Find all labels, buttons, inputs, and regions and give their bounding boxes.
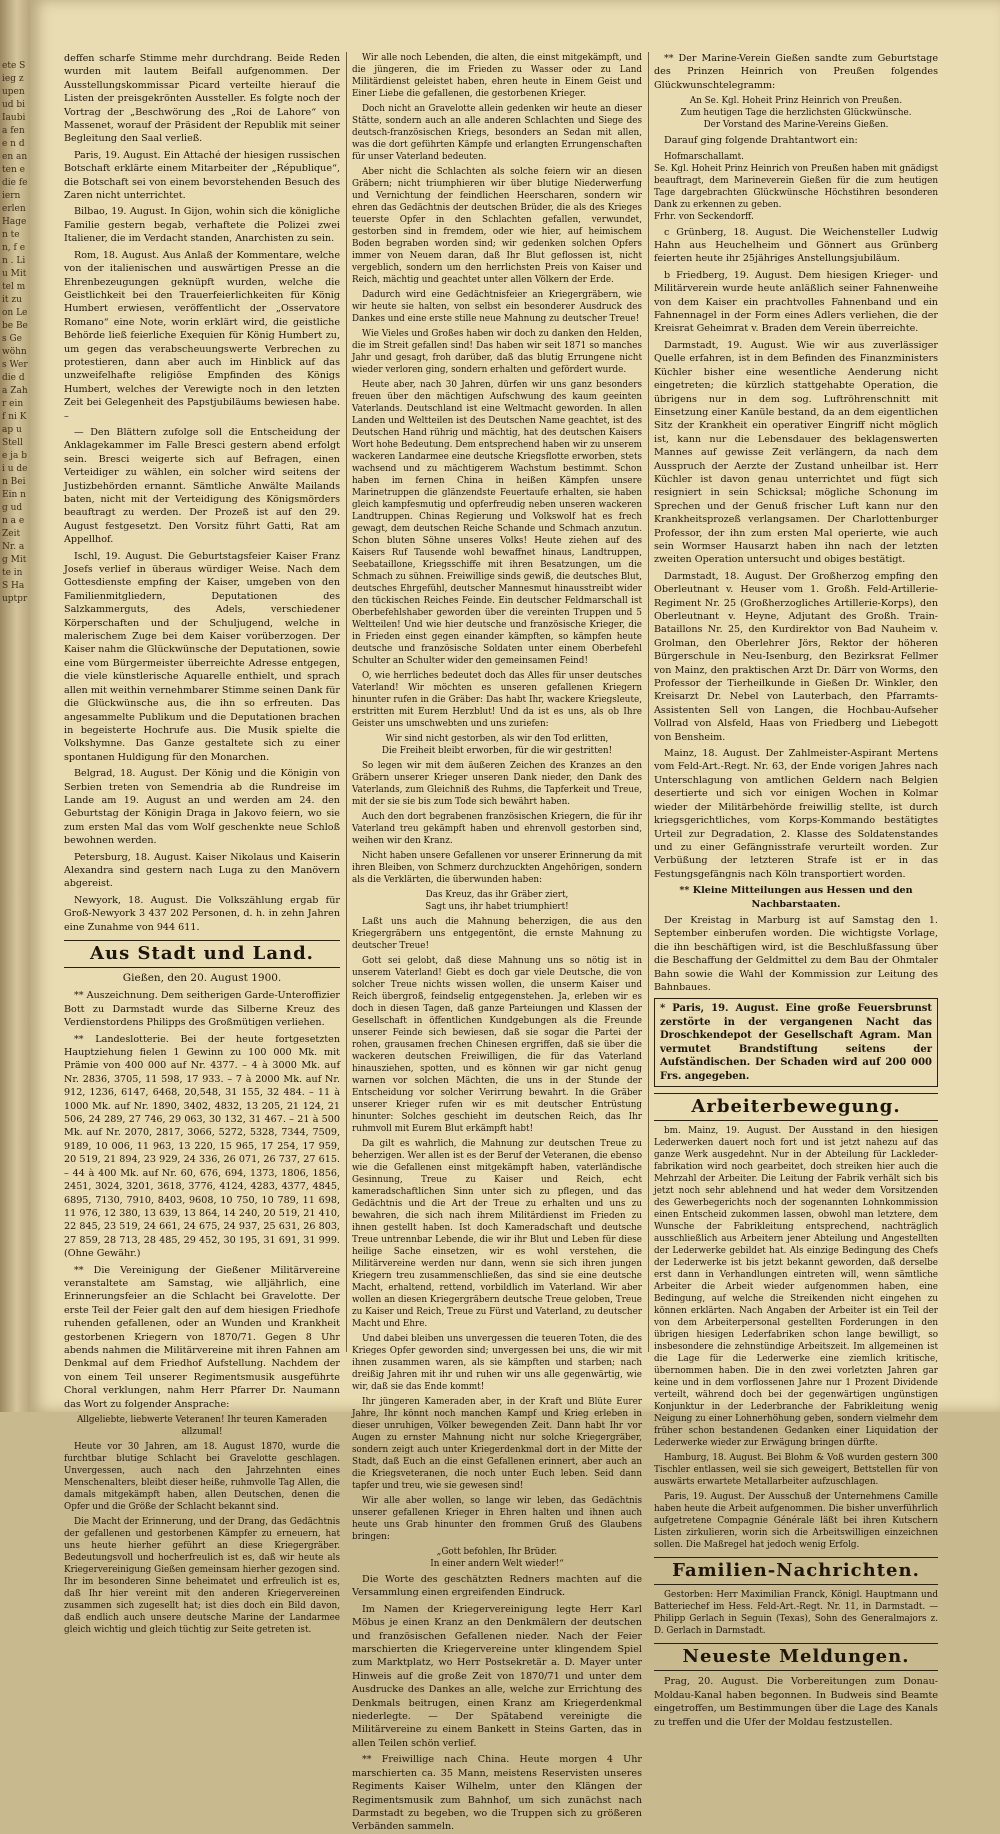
article-friedberg: b Friedberg, 19. August. Dem hiesigen Krieger- und Militärverein wurde heute anläßlich seiner Fahnenweihe von dem Kaiser ein prachtvolles Fahnenband und ein Fahnennagel in der Form eines Adlers verliehen, die der Kreisrat Geheimrat v. Braden dem Verein überreichte.	[654, 269, 938, 335]
speech-text: Heute vor 30 Jahren, am 18. August 1870, wurde die furchtbar blutige Schlacht bei Gravelotte geschlagen. Unvergessen, auch nach den Jahrzehnten eines Menschenalters, bleibt dieser heiße, ruhmvolle Tag Allen, die damals mitgekämpft haben, allen Deutschen, denen die Opfer und die Größe der Schlacht bekannt sind.	[64, 1442, 340, 1512]
column-1	[64, 52, 340, 1635]
article-paris-strike: Paris, 19. August. Der Ausschuß der Unternehmens Camille haben heute die Arbeit aufgenommen. Die bisher unverführlich aufgetretene Compagnie Générale läßt bei ihren Kutschern Listen zirkulieren, worin sich die Arbeitswilligen einzeichnen sollen. Die Maßregel hat jedoch wenig Erfolg.	[654, 1492, 938, 1551]
article-bresci: — Den Blättern zufolge soll die Entscheidung der Anklagekammer im Falle Bresci gestern abend erfolgt sein. Bresci weigerte sich auf Befragen, einen Verteidiger zu wählen, ein solcher wird seitens der Justizbehörden ernannt. Sämtliche Anwälte Mailands baten, nicht mit der Verteidigung des Königsmörders beauftragt zu werden. Der Prozeß ist auf den 29. August festgesetzt. Den Vorsitz führt Gatti, Rat am Appellhof.	[64, 426, 340, 546]
telegram-reply: Hofmarschallamt. Se. Kgl. Hoheit Prinz Heinrich von Preußen haben mit gnädigst beauftragt, dem Marineverein Gießen für die zum heutigen Tage dargebrachten Glückwünsche Höchstihren besonderen Dank zu erkennen zu geben. Frhr. von Seckendorff.	[654, 151, 938, 222]
newspaper-page	[30, 0, 1000, 1833]
speech-text: Auch den dort begrabenen französischen Kriegern, die für ihr Vaterland treu gekämpft haben und ehrenvoll gestorben sind, weihen wir den Kranz.	[352, 812, 642, 846]
section-heading-neueste-meldungen: Neueste Meldungen.	[654, 1643, 938, 1671]
article-militaervereine: ** Die Vereinigung der Gießener Militärvereine veranstaltete am Samstag, wie alljährlich, eine Erinnerungsfeier an die Schlacht bei Gravelotte. Der erste Teil der Feier galt den auf dem hiesigen Friedhofe ruhenden gefallenen, oder an Wunden und Krankheit gestorbenen Kriegern von 1870/71. Gegen 8 Uhr abends nahmen die Militärvereine mit ihren Fahnen am Denkmal auf dem Friedhof Aufstellung. Nachdem der von einem Teil unserer Regimentsmusik ausgeführte Choral verklungen, nahm Herr Pfarrer Dr. Naumann das Wort zu folgender Ansprache:	[64, 1264, 340, 1410]
article-darmstadt-2: Darmstadt, 18. August. Der Großherzog empfing den Oberleutnant v. Heuser vom 1. Großh. Feld-Artillerie-Regiment Nr. 25 (Großherzogliches Artillerie-Korps), den Oberleutnant v. Heyne, Adjutant des Großh. Train-Bataillons Nr. 25, den Kurdirektor von Bad Nauheim v. Grolman, den Oberlehrer Jörs, Rektor der höheren Bürgerschule in Neu-Isenburg, den Bezirksrat Fellmer von Mainz, den praktischen Arzt Dr. Därr von Worms, den Professor der Tierheilkunde in Gießen Dr. Winkler, den Kreisarzt Dr. Nebel von Lauterbach, den Pfarramts-Assistenten Sell von Langen, die Hochbau-Aufseher Vollrad von Alsfeld, Haas von Friedberg und Liebegott von Bensheim.	[654, 570, 938, 743]
speech-text: Dadurch wird eine Gedächtnisfeier an Kriegergräbern, wie wir heute sie halten, von selbst ein besonderer Ausdruck des Dankes und eine erste stille neue Mahnung zu deutscher Treue!	[352, 290, 642, 324]
speech-text: Da gilt es wahrlich, die Mahnung zur deutschen Treue zu beherzigen. Wer allen ist es der Beruf der Veteranen, die ebenso wie die Gefallenen einst mitgekämpft haben, vaterländische Gesinnung, Treue zu Kaiser und Reich, echt kameradschaftlichen Sinn unter sich zu pflegen, und das Gedächtnis und die Art der Treue zu erhalten und uns zu bewahren, die sich nach ihrem Militärdienst im Frieden zu ihnen gestellt haben. Ist doch Kameradschaft und deutsche Treue untrennbar Lebende, die wir ihr Blut und Leben für diese heilige Sache einsetzen, wir es wohl verstehen, die Militärvereine werden nur dann, wenn sie sich ihren jungen Kriegern treu zusammenschließen, das sind sie eine deutsche Macht, erhaltend, rettend, vorbildlich im Vaterland. Wir aber wollen an diesen Kriegergräbern deutsche Treue geloben, Treue zu Kaiser und Reich, Treue zu Fürst und Vaterland, zu deutscher Macht und Ehre.	[352, 1139, 642, 1329]
speech-text: Doch nicht an Gravelotte allein gedenken wir heute an dieser Stätte, sondern auch an alle anderen Schlachten und Siege des deutsch-französischen Kriegs, besonders an Sedan mit allen, was die dort geführten Kämpfe und erlangten Errungenschaften für unser Vaterland bedeuten.	[352, 104, 642, 162]
article-text: Darauf ging folgende Drahtantwort ein:	[664, 135, 858, 147]
adjacent-page-edge	[0, 0, 30, 1412]
speech-text: Wie Vieles und Großes haben wir doch zu danken den Helden, die im Streit gefallen sind! Das haben wir seit 1871 so manches Jahr und gesagt, froh darüber, daß das blutig Errungene nicht wieder verloren ging, sondern erhalten und gefördert wurde.	[352, 329, 642, 375]
section-heading-familien-nachrichten: Familien-Nachrichten.	[654, 1557, 938, 1585]
speech-text: Laßt uns auch die Mahnung beherzigen, die aus den Kriegergräbern uns entgegentönt, die ernste Mahnung zu deutscher Treue!	[352, 917, 642, 951]
boxed-notice-paris: * Paris, 19. August. Eine große Feuersbrunst zerstörte in der vergangenen Nacht das Droschkendepot der Gesellschaft Agram. Man vermutet Brandstiftung seitens der Aufständischen. Der Schaden wird auf 200 000 Frs. angegeben.	[654, 998, 938, 1087]
speech-text: O, wie herrliches bedeutet doch das Alles für unser deutsches Vaterland! Wir möchten es unseren gefallenen Kriegern hinunter rufen in die Gräber: Das habt Ihr, wackere Kriegsleute, erstritten mit Eurem Herzblut! Und da ist es uns, als ob Ihre Geister uns umschwebten und uns zuriefen:	[352, 671, 642, 729]
article-belgrad: Belgrad, 18. August. Der König und die Königin von Serbien treten von Semendria ab die Rundreise im Lande am 19. August an und werden am 24. den Geburtstag der Königin Draga in Jakovo feiern, wo sie zum ersten Mal das vom Wolf geschenkte neue Schloß bewohnen werden.	[64, 768, 340, 847]
article-ischl: Ischl, 19. August. Die Geburtstagsfeier Kaiser Franz Josefs verlief in überaus würdiger Weise. Nach dem Gottesdienste empfing der Kaiser, umgeben von den Familienmitgliedern, Deputationen des Salzkammerguts, des Adels, verschiedener Körperschaften und der Schuljugend, welche in malerischem Zuge bei dem Kaiser vorüberzogen. Der Kaiser nahm die Glückwünsche der Deputationen, sowie eine vom Bürgermeister überreichte Adresse entgegen, die viele künstlerische Aquarelle enthielt, und sprach allen mit weithin vernehmbarer Stimme seinen Dank für die Glückwünsche aus, die ihn so erfreuten. Das angesammelte Publikum und die Deputationen brachen in begeisterte Hochrufe aus. Die Musik spielte die Volkshymne. Das Ganze gestaltete sich zu einer spontanen Huldigung für den Monarchen.	[64, 550, 340, 763]
speech-verse: Das Kreuz, das ihr Gräber ziert, Sagt uns, ihr habet triumphiert!	[425, 890, 569, 912]
section-heading-stadt-und-land: Aus Stadt und Land.	[64, 940, 340, 968]
article-bilbao: Bilbao, 19. August. In Gijon, wohin sich die königliche Familie gestern begab, verhaftete die Polizei zwei Italiener, die im Verdacht standen, Anarchisten zu sein.	[64, 206, 340, 245]
column-rule	[346, 52, 347, 1352]
speech-text: So legen wir mit dem äußeren Zeichen des Kranzes an den Gräbern unserer Krieger unseren Dank nieder, den Dank des Vaterlands, zum Gleichniß des Ruhms, die Tapferkeit und Treue, mit der sie sie bis zum Tode sich bewährt haben.	[352, 761, 642, 807]
article-text: Die Worte des geschätzten Redners machten auf die Versammlung einen ergreifenden Eindruck.	[352, 1574, 642, 1599]
article-mainz-strike: bm. Mainz, 19. August. Der Ausstand in den hiesigen Lederwerken dauert noch fort und ist jetzt nahezu auf das ganze Werk ausgedehnt. Nur in der Abteilung für Lackleder-fabrikation wird noch gearbeitet, doch streiken hier auch die Mehrzahl der Arbeiter. Die Leitung der Fabrik verhält sich bis jetzt noch sehr ablehnend und hat weder dem Vorsitzenden des Gewerbegerichts noch der sogenannten Lohnkommission einen Entscheid zukommen lassen, obwohl man letztere, dem Wunsche der Fabrikleitung entsprechend, nachträglich ausschließlich aus Arbeitern jener Abteilung und Angestellten der Lederwerke gebildet hat. Als einzige Bedingung des Chefs der Lederwerke ist bis jetzt bekannt geworden, daß derselbe erst dann in Verhandlungen eintreten will, wenn sämtliche Arbeiter die Arbeit wieder aufgenommen haben, eine Bedingung, auf welche die Streikenden nicht eingehen zu können erklärten. Nach Angaben der Arbeiter ist ein Teil der von dem Arbeiterpersonal gestellten Forderungen in den übrigen hiesigen Lederfabriken schon lange bewilligt, so insbesondere die zehnstündige Arbeitszeit. Im allgemeinen ist die Lage für die Lederwerke eine ziemlich kritische, übernommen haben. Die in den zwei vorletzten Jahren gar keine und in dem vorflossenen Jahre nur 1 Prozent Dividende verteilt, während doch bei der gegenwärtigen ungünstigen Konjunktur in der Lederbranche der Fabrikleitung wenig Neigung zu einer Lohnerhöhung geben, sondern vielmehr dem früher schon bestandenen Gedanken einer Liquidation der Lederwerke wieder zur Erwägung bringen dürfte.	[654, 1126, 938, 1449]
article-hamburg: Hamburg, 18. August. Bei Blohm & Voß wurden gestern 300 Tischler entlassen, weil sie sich geweigert, Bettstellen für von auswärts erwartete Metallarbeiter aufzuschlagen.	[654, 1453, 938, 1488]
speech-verse: „Gott befohlen, Ihr Brüder. In einer andern Welt wieder!“	[430, 1547, 564, 1569]
article-gestorben: Gestorben: Herr Maximilian Franck, Königl. Hauptmann und Batteriechef im Hess. Feld-Art.-Regt. Nr. 11, in Darmstadt. — Philipp Gerlach in Seguin (Texas), Sohn des Generalmajors z. D. Gerlach in Darmstadt.	[654, 1590, 938, 1637]
article-prag: Prag, 20. August. Die Vorbereitungen zum Donau-Moldau-Kanal haben begonnen. In Budweis sind Beamte eingetroffen, um Bestimmungen über die Lage des Kanals zu treffen und die Ufer der Moldau festzustellen.	[654, 1676, 938, 1728]
article-newyork: Newyork, 18. August. Die Volkszählung ergab für Groß-Newyork 3 437 202 Personen, d. h. in zehn Jahren eine Zunahme von 944 611.	[64, 894, 340, 933]
article-petersburg: Petersburg, 18. August. Kaiser Nikolaus und Kaiserin Alexandra sind gestern nach Luga zu den Manövern abgereist.	[64, 851, 340, 890]
article-kreistag-marburg: Der Kreistag in Marburg ist auf Samstag den 1. September einberufen worden. Die wichtigste Vorlage, die ihn beschäftigen wird, ist die Beschlußfassung über die Beschaffung der Geldmittel zu dem Bau der Ohmtaler Bahn sowie die Wahl der Kommission zur Leitung des Bahnbaues.	[654, 914, 938, 993]
subheading-kleine-mitteilungen: ** Kleine Mitteilungen aus Hessen und den Nachbarstaaten.	[679, 885, 913, 910]
article-paris: Paris, 19. August. Ein Attaché der hiesigen russischen Botschaft erklärte einem Mitarbeiter der „République“, die Botschaft sei von einem bevorstehenden Besuch des Zaren nicht unterrichtet.	[64, 149, 340, 202]
speech-text: Und dabei bleiben uns unvergessen die teueren Toten, die des Krieges Opfer geworden sind; unvergessen bei uns, die wir mit ihnen zusammen waren, als sie kämpften und starben; nach dreißig Jahren mit ihr und ruhen wir uns alle gegenwärtig, wie wir, daß sie das Ende kommt!	[352, 1334, 642, 1392]
section-heading-arbeiterbewegung: Arbeiterbewegung.	[654, 1093, 938, 1121]
column-2	[352, 52, 642, 1833]
speech-text: Die Macht der Erinnerung, und der Drang, das Gedächtnis der gefallenen und gestorbenen Kämpfer zu erneuern, hat uns heute hierher geführt an diese Kriegergräber. Bedeutungsvoll und hocherfreulich ist es, daß wir heute als Kriegervereinigung Gießen gemeinsam hierher gezogen sind. Ihr im besonderen Sinne beheimatet und erfreulich ist es, daß Ihr hier vereint mit den anderen Kriegervereinen zusammen sich zugesellt hat; ist dies doch ein Bild davon, daß endlich auch unsere deutsche Marine der Landarmee gleich wichtig und gleich tüchtig zur Seite getreten ist.	[64, 1517, 340, 1635]
column-rule	[648, 52, 649, 1352]
article-landeslotterie: ** Landeslotterie. Bei der heute fortgesetzten Hauptziehung fielen 1 Gewinn zu 100 000 Mk. mit Prämie von 400 000 auf Nr. 4377. – 4 à 3000 Mk. auf Nr. 2836, 3705, 11 598, 17 933. – 7 à 2000 Mk. auf Nr. 912, 1236, 6147, 6468, 20,548, 31 155, 32 484. – 11 à 1000 Mk. auf Nr. 1890, 3402, 4832, 13 205, 21 124, 21 506, 24 289, 27 746, 29 063, 30 132, 31 467. – 21 à 500 Mk. auf Nr. 2070, 2817, 3066, 5272, 5328, 7344, 7509, 9189, 10 006, 11 963, 13 220, 15 965, 17 254, 17 959, 20 519, 21 894, 23 929, 24 336, 26 071, 26 737, 27 615. – 44 à 400 Mk. auf Nr. 60, 676, 694, 1373, 1806, 1856, 2451, 3024, 3201, 3618, 3776, 4124, 4283, 4377, 4845, 6895, 7130, 7910, 8403, 9608, 10 750, 10 789, 11 698, 11 976, 12 380, 13 639, 13 864, 14 240, 20 519, 21 410, 22 845, 23 519, 24 661, 24 675, 24 937, 25 631, 26 803, 27 859, 28 713, 28 485, 29 452, 30 195, 31 691, 31 999. (Ohne Gewähr.)	[64, 1033, 340, 1260]
speech-text: Heute aber, nach 30 Jahren, dürfen wir uns ganz besonders freuen über den mächtigen Aufschwung des kaum geeinten Vaterlands. Deutschland ist eine Weltmacht geworden. In allen Landen und Weltteilen ist des Deutschen Name geachtet, ist des Deutschen Hand rührig und mächtig, hat des deutschen Kaisers Wort hohe Bedeutung. Dem entsprechend haben wir zu unserem wackeren Landarmee eine deutsche Kriegsflotte erworben, stets wachsend und zu mächtigerem Wachstum bestimmt. Schon haben im fernen China in heißen Kämpfen unsere Marinetruppen die glänzendste Feuertaufe erhalten, sie haben gleich kampfesmutig und opferfreudig neben unseren wackeren Landtruppen. Chinas Regierung und Volkswolf hat es frech gewagt, dem deutschen Reiche Schande und Schmach anzutun. Schon bluten Söhne unseres Volks! Heute ziehen auf des Kaisers Ruf Tausende wohl bewaffnet hinaus, Landtruppen, Seebataillone, Kriegsschiffe mit ihren Besatzungen, um die Schmach zu sühnen. Freiwillige sinds gewiß, die deutsches Blut, deutsches Ehrgefühl, deutscher Mannesmut hinausstreibt wider den tückischen Reiches Feinde. Ein deutscher Feldmarschall ist Oberbefehlshaber geworden über die vereinten Truppen und 5 Weltteilen! Und wie hier deutsche und französische Krieger, die in Frieden einst gegen einander kämpften, so kämpfen heute deutsche und französische Soldaten unter einem Oberbefehl Schulter an Schulter wider den gemeinsamen Feind!	[352, 380, 642, 666]
article-text: Im Namen der Kriegervereinigung legte Herr Karl Möbus je einen Kranz an den Denkmälern der deutschen und französischen Gefallenen nieder. Nach der Feier marschierten die Kriegervereine unter klingendem Spiel zum Marktplatz, wo Herr Postsekretär a. D. Mayer unter Hinweis auf die große Zeit von 1870/71 und unter dem Ausdrucke des Dankes an alle, welche zur Errichtung des Denkmals beitrugen, einen Kranz am Kriegerdenkmal niederlegte. — Der Spätabend vereinigte die Militärvereine zu einem Bankett in Steins Garten, das in allen Teilen schön verlief.	[352, 1603, 642, 1749]
dateline: Gießen, den 20. August 1900.	[122, 972, 282, 984]
article-marine-verein: ** Der Marine-Verein Gießen sandte zum Geburtstage des Prinzen Heinrich von Preußen folgendes Glückwunschtelegramm:	[654, 53, 938, 91]
column-3	[654, 52, 938, 1728]
speech-verse: Wir sind nicht gestorben, als wir den Tod erlitten, Die Freiheit bleibt erworben, für die wir gestritten!	[381, 734, 613, 756]
speech-text: Ihr jüngeren Kameraden aber, in der Kraft und Blüte Eurer Jahre, Ihr könnt noch manchen Kampf und Krieg erleben in dieser unruhigen, Völker bewegenden Zeit. Dann habt Ihr vor Augen zu ernster Mahnung nicht nur solche Kriegergräber, sondern zeigt auch unter Kriegerdenkmal dort in der Mitte der Stadt, daß Euch an die einst Gefallenen erinnert, aber auch an die Kriegsveteranen, die noch unter Euch leben. Seid dann tapfer und treu, wie sie gewesen sind!	[352, 1397, 642, 1491]
article-darmstadt: Darmstadt, 19. August. Wie wir aus zuverlässiger Quelle erfahren, ist in dem Befinden des Finanzministers Küchler bisher eine wesentliche Aenderung nicht eingetreten; die kürzlich stattgehabte Operation, die übrigens nur in dem sog. Luftröhrenschnitt mit Einsetzung einer Kanüle bestand, da an dem eigentlichen Sitz der Krankheit ein operativer Eingriff nicht möglich ist, kann nur die Lebensdauer des beklagenswerten Mannes auf gewisse Zeit verlängern, da nach dem Ausspruch der Aerzte der Zustand unheilbar ist. Herr Küchler ist davon genau unterrichtet und fügt sich resigniert in sein Schicksal; mögliche Schonung im Sprechen und der Genuß frischer Luft kann nur den Krankheitsprozeß verlangsamen. Der Charlottenburger Professor, der ihn zum ersten Mal operierte, wie auch sein Wormser Hausarzt haben ihn nach der letzten zweiten Operation untersucht und obiges bestätigt.	[654, 339, 938, 566]
article-freiwillige-china: ** Freiwillige nach China. Heute morgen 4 Uhr marschierten ca. 35 Mann, meistens Reservisten unseres Regiments Kaiser Wilhelm, unter den Klängen der Regimentsmusik zum Bahnhof, um sich zunächst nach Darmstadt zu begeben, wo die Truppen sich zu größeren Verbänden sammeln.	[352, 1754, 642, 1833]
speech-text: Gott sei gelobt, daß diese Mahnung uns so nötig ist in unserem Vaterland! Giebt es doch gar viele Deutsche, die von solcher Treue nichts wissen wollen, die unserm Kaiser und Reich übergroß, feindselig entgegenstehen. Ja, erleben wir es doch in diesen Tagen, daß ganze Parteiungen und Klassen der Gesellschaft in öffentlichen Kundgebungen als die Freunde unserer Feinde sich bewiesen, daß sie sogar die Partei der rohen, grausamen frechen Chinesen ergriffen, daß sie über die wackeren deutschen Freiwilligen, die für das Vaterland hinausziehen, spotten, und es können wir gar nicht genug warnen vor solchen Mächten, die uns in der Stunde der Entscheidung vor solcher Verirrung bewahrt. In die Gräber unserer Krieger rufen wir es mit deutscher Entrüstung hinunter: Solches geschieht im deutschen Reich, das Ihr ruhmvoll mit Eurem Blut erkämpft habt!	[352, 956, 642, 1134]
article-rom: Rom, 18. August. Aus Anlaß der Kommentare, welche von der italienischen und auswärtigen Presse an die Ehrenbezeugungen geknüpft wurden, welche die Geistlichkeit bei den Trauerfeierlichkeiten für König Humbert erwiesen, veröffentlicht der „Osservatore Romano“ eine Note, worin erklärt wird, die geistliche Behörde ließ feierliche Exequien für König Humbert zu, um gegen das verabscheuungswerte Verbrechen zu protestieren, dann aber auch im Hinblick auf das unzweifelhafte religiöse Empfinden des Königs Humbert, welches der Verewigte noch in den letzten Zeit bei Gelegenheit des Papstjubiläums bewiesen habe. –	[64, 249, 340, 422]
speech-text: Wir alle noch Lebenden, die alten, die einst mitgekämpft, und die jüngeren, die im Frieden zu Wasser oder zu Land Militärdienst geleistet haben, ehren heute in Einem Geist und Einer Liebe die gefallenen, die gestorbenen Krieger.	[352, 53, 642, 99]
speech-salutation: Allgeliebte, liebwerte Veteranen! Ihr teuren Kameraden allzumal!	[76, 1415, 328, 1437]
adjacent-page-text: ete Sieg zupen ud bi Iaubia fen e n den an ten e die feiern erlen Hagen ten, f en . Liu Mittel mit zu on Lebe Bes Gewöhns Wer die da Zahr ein f ni Kap u Stelle ja bi u den Bei Ein ng ud n a e Zeit Nr. a g Mitte in S Hauptpr	[2, 61, 28, 604]
speech-text: Nicht haben unsere Gefallenen vor unserer Erinnerung da mit ihren Bleiben, von Schmerz durchzuckten Angehörigen, sondern als die Verklärten, die überwunden haben:	[352, 851, 642, 885]
article-text: deffen scharfe Stimme mehr durchdrang. Beide Reden wurden mit lautem Beifall aufgenommen. Der Ausstellungskommissar Picard verteilte hierauf die Listen der preisgekrönten Aussteller. Es folgte noch der Vortrag der „Beschwörung des „Roi de Lahore“ von Massenet, worauf der Präsident der Republik mit seiner Begleitung den Saal verließ.	[64, 53, 340, 145]
speech-text: Wir alle aber wollen, so lange wir leben, das Gedächtnis unserer gefallenen Krieger in Ehren halten und ihnen auch heute uns Grab hinunter den frommen Gruß des Glaubens bringen:	[352, 1496, 642, 1542]
speech-text: Aber nicht die Schlachten als solche feiern wir an diesen Gräbern; nicht triumphieren wir über blutige Niederwerfung und Vernichtung der feindlichen Heerscharen, sondern wir ehren das Gedächtnis der deutschen Brüder, die als des Krieges teuerste Opfer in den Schlachten gefallen, verwundet, gestorben sind in fremdem, oder wie hier, auf heimischem Boden begraben worden sind; wir gedenken solchen Opfers immer von Neuem daran, daß Ihr Blut geflossen ist, nicht vergeblich, sondern um den herrlichsten Preis von Kaiser und Reich, mächtig und geachtet unter allen Völkern der Erde.	[352, 167, 642, 285]
article-gruenberg: c Grünberg, 18. August. Die Weichensteller Ludwig Hahn aus Heuchelheim und Gönnert aus Grünberg feierten heute ihr 25jähriges Anstellungsjubiläum.	[654, 226, 938, 265]
article-auszeichnung: ** Auszeichnung. Dem seitherigen Garde-Unteroffizier Bott zu Darmstadt wurde das Silberne Kreuz des Verdienstordens Philipps des Großmütigen verliehen.	[64, 990, 340, 1029]
telegram-text: An Se. Kgl. Hoheit Prinz Heinrich von Preußen. Zum heutigen Tage die herzlichsten Glückwünsche. Der Vorstand des Marine-Vereins Gießen.	[680, 96, 912, 131]
article-mainz: Mainz, 18. August. Der Zahlmeister-Aspirant Mertens vom Feld-Art.-Regt. Nr. 63, der Ende vorigen Jahres nach Unterschlagung von amtlichen Geldern nach Belgien desertierte und sich vor einigen Wochen in Kolmar wieder der Militärbehörde freiwillig stellte, ist durch kriegsgerichtliches, vom Korps-Kommando bestätigtes Urteil zur Degradation, 2. Klasse des Soldatenstandes und zu einer Gefängnisstrafe verurteilt worden. Zur Verbüßung der letzteren Strafe ist er in das Festungsgefängnis nach Köln transportiert worden.	[654, 748, 938, 880]
